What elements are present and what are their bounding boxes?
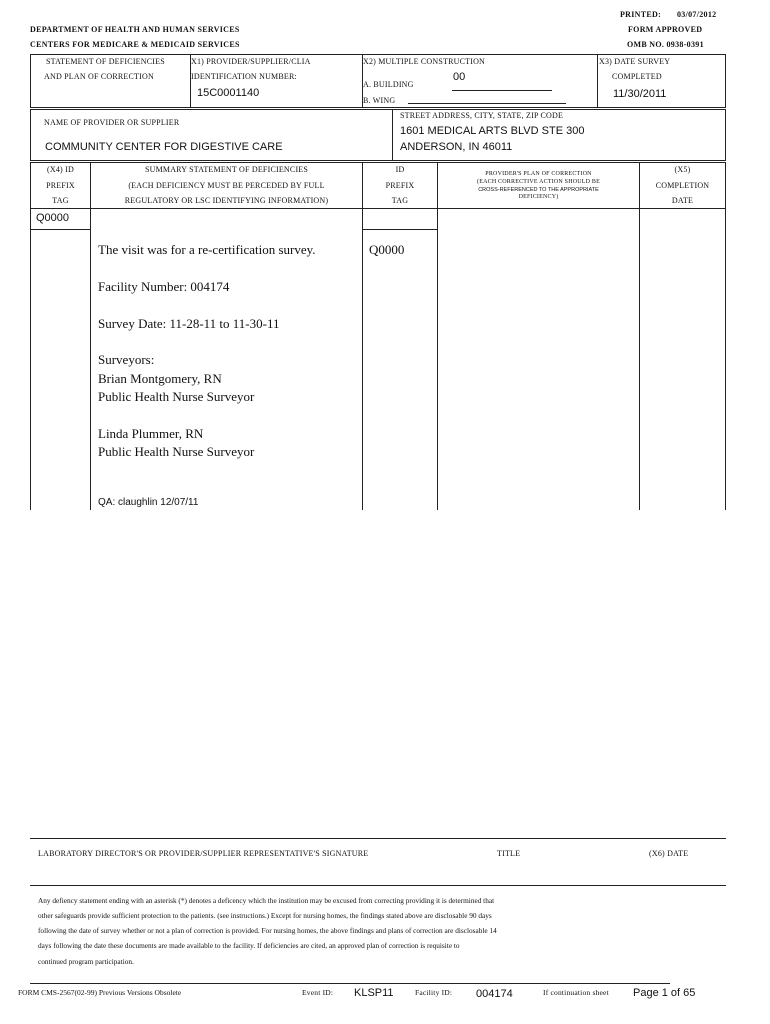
event-id-label: Event ID: [302,988,334,997]
facility-id-label: Facility ID: [415,988,453,997]
provider-name: COMMUNITY CENTER FOR DIGESTIVE CARE [45,141,283,153]
page-number: Page 1 of 65 [633,987,696,999]
col-id-line2: PREFIX [385,181,415,190]
provider-name-label: NAME OF PROVIDER OR SUPPLIER [44,118,180,127]
x1-label: X1) PROVIDER/SUPPLIER/CLIA [191,57,311,66]
surveyor-2-name: Linda Plummer, RN [98,426,204,441]
right-tag: Q0000 [369,242,405,257]
event-id-value: KLSP11 [354,987,394,999]
department-title: DEPARTMENT OF HEALTH AND HUMAN SERVICES [30,25,240,34]
survey-completed-date: 11/30/2011 [613,88,667,100]
qa-line: QA: claughlin 12/07/11 [98,497,199,508]
surveyor-1-title: Public Health Nurse Surveyor [98,389,255,404]
disclaimer-line-4: days following the date these documents are made available to the facility. If deficiencies are cited, an approved plan of correction is requisite to [38,941,460,950]
x6-date-label: (X6) DATE [649,849,689,858]
facility-number-line: Facility Number: 004174 [98,279,230,294]
col-x5-line3: DATE [671,196,694,205]
col-summary-line3: REGULATORY OR LSC IDENTIFYING INFORMATION) [124,196,329,205]
printed-label: PRINTED: [620,10,662,19]
left-tag: Q0000 [36,212,70,224]
x3-label: X3) DATE SURVEY [599,57,671,66]
col-plan-line4: DEFICIENCY) [518,194,559,200]
address-line-2: ANDERSON, IN 46011 [400,141,513,153]
visit-line: The visit was for a re-certification survey. [98,242,316,257]
x1-sublabel: IDENTIFICATION NUMBER: [191,72,297,81]
col-summary-line1: SUMMARY STATEMENT OF DEFICIENCIES [144,165,309,174]
col-summary-line2: (EACH DEFICIENCY MUST BE PERCEDED BY FULL [128,181,325,190]
printed-date: 03/07/2012 [677,10,717,19]
form-approved: FORM APPROVED [628,25,703,34]
statement-label-1: STATEMENT OF DEFICIENCIES [46,57,165,66]
col-x5-line2: COMPLETION [655,181,710,190]
col-id-line1: ID [395,165,405,174]
x3-sublabel: COMPLETED [612,72,662,81]
title-label: TITLE [497,849,521,858]
surveyor-2-title: Public Health Nurse Surveyor [98,444,255,459]
building-value: 00 [453,71,466,83]
col-plan-line2: (EACH CORRECTIVE ACTION SHOULD BE [477,179,600,185]
form-number: FORM CMS-2567(02-99) Previous Versions Obsolete [18,988,182,997]
centers-title: CENTERS FOR MEDICARE & MEDICAID SERVICES [30,40,240,49]
address-line-1: 1601 MEDICAL ARTS BLVD STE 300 [400,125,585,137]
disclaimer-line-2: other safeguards provide sufficient protection to the patients. (see instructions.) Except for nursing homes, the findings stated above are disclosable 90 days [38,911,492,920]
signature-label: LABORATORY DIRECTOR'S OR PROVIDER/SUPPLIER REPRESENTATIVE'S SIGNATURE [38,849,369,858]
address-label: STREET ADDRESS, CITY, STATE, ZIP CODE [400,111,564,120]
surveyor-1-name: Brian Montgomery, RN [98,371,222,386]
omb-number: OMB NO. 0938-0391 [627,40,704,49]
surveyors-heading: Surveyors: [98,352,155,367]
col-plan-line3: CROSS-REFERENCED TO THE APPROPRIATE [478,187,599,193]
statement-label-2: AND PLAN OF CORRECTION [44,72,154,81]
col-plan-line1: PROVIDER'S PLAN OF CORRECTION [485,171,592,177]
x2-label: X2) MULTIPLE CONSTRUCTION [363,57,486,66]
survey-date-line: Survey Date: 11-28-11 to 11-30-11 [98,316,280,331]
clia-number: 15C0001140 [197,87,260,99]
col-x4-line2: PREFIX [46,181,75,190]
wing-label: B. WING [363,96,396,105]
col-x4-line3: TAG [52,196,69,205]
disclaimer-line-1: Any defiency statement ending with an asterisk (*) denotes a deficency which the institution may be excused from correcting providing it is determined that [38,896,495,905]
building-label: A. BUILDING [363,80,414,89]
col-x4-line1: (X4) ID [47,165,74,174]
continuation-label: If continuation sheet [543,988,609,997]
col-x5-line1: (X5) [674,165,691,174]
col-id-line3: TAG [391,196,409,205]
disclaimer-line-5: continued program participation. [38,957,134,966]
facility-id-value: 004174 [476,988,513,1000]
disclaimer-line-3: following the date of survey whether or not a plan of correction is provided. For nursing homes, the above findings and plans of correction are disclosable 14 [38,926,497,935]
